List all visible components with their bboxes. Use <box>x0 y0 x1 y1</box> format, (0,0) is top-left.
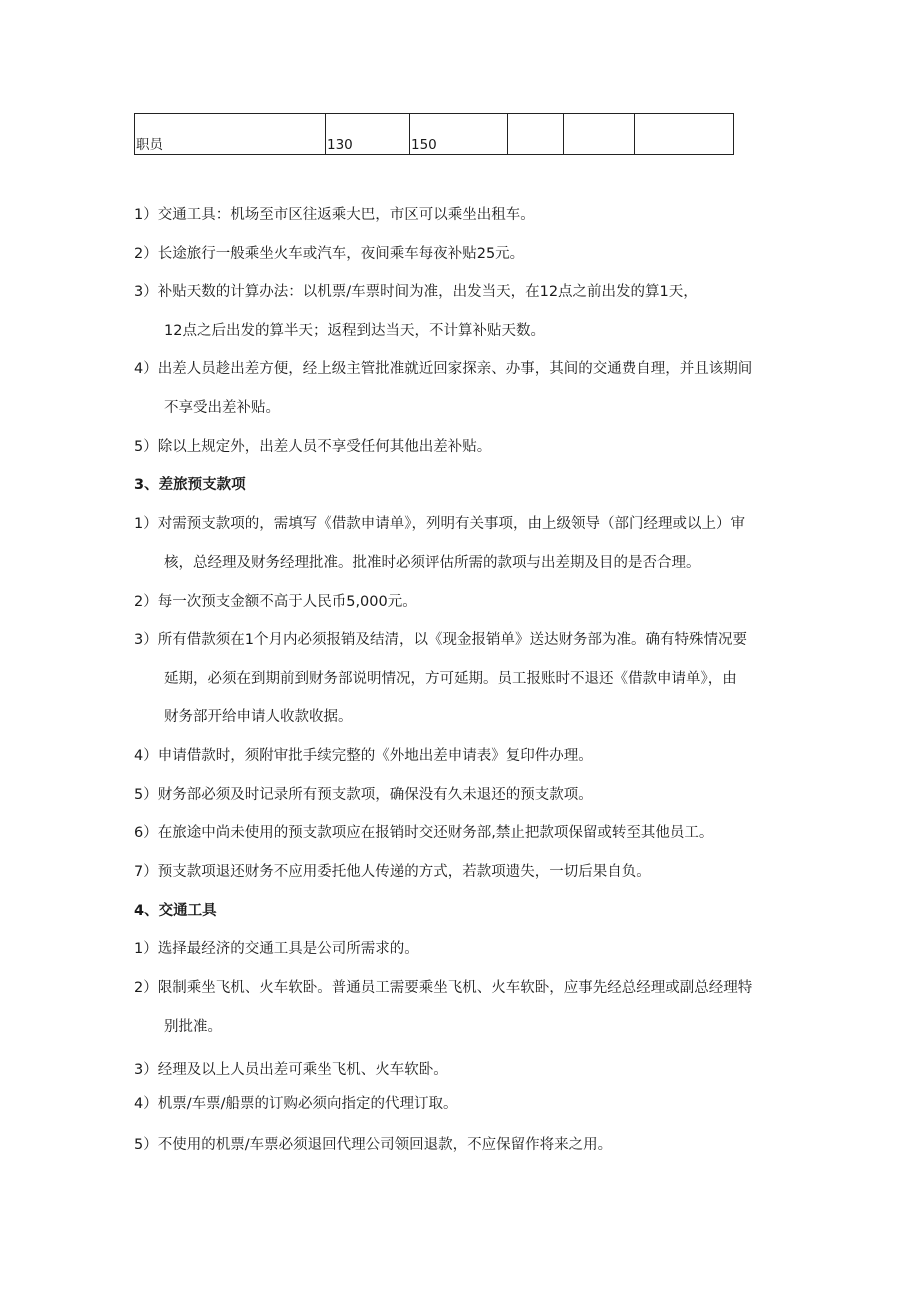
list-item: 6）在旅途中尚未使用的预支款项应在报销时交还财务部,禁止把款项保留或转至其他员工。 <box>134 825 714 841</box>
section-heading: 4、交通工具 <box>134 903 217 919</box>
list-item: 2）限制乘坐飞机、火车软卧。普通员工需要乘坐飞机、火车软卧，应事先经总经理或副总经理特 <box>134 980 753 996</box>
list-item: 5）不使用的机票/车票必须退回代理公司领回退款，不应保留作将来之用。 <box>134 1137 613 1153</box>
list-item-continuation: 不享受出差补贴。 <box>164 400 280 416</box>
list-item: 5）除以上规定外，出差人员不享受任何其他出差补贴。 <box>134 439 492 455</box>
list-item: 3）经理及以上人员出差可乘坐飞机、火车软卧。 <box>134 1062 448 1078</box>
list-item: 3）所有借款须在1个月内必须报销及结清，以《现金报销单》送达财务部为准。确有特殊情况要 <box>134 632 747 648</box>
table-cell-position: 职员 <box>135 114 326 155</box>
list-item-continuation: 别批准。 <box>164 1019 222 1035</box>
list-item: 1）选择最经济的交通工具是公司所需求的。 <box>134 941 419 957</box>
table-cell-empty <box>564 114 635 155</box>
allowance-table <box>134 113 734 155</box>
list-item-continuation: 12点之后出发的算半天；返程到达当天，不计算补贴天数。 <box>164 323 545 339</box>
table-cell-empty <box>635 114 734 155</box>
list-item-continuation: 核，总经理及财务经理批准。批准时必须评估所需的款项与出差期及目的是否合理。 <box>164 555 701 571</box>
list-item: 1）交通工具：机场至市区往返乘大巴，市区可以乘坐出租车。 <box>134 207 535 223</box>
table-cell-value-2: 150 <box>410 114 508 155</box>
list-item: 2）每一次预支金额不高于人民币5,000元。 <box>134 594 417 610</box>
list-item: 1）对需预支款项的，需填写《借款申请单》，列明有关事项，由上级领导（部门经理或以上）审 <box>134 516 745 532</box>
list-item: 4）出差人员趁出差方便，经上级主管批准就近回家探亲、办事，其间的交通费自理，并且该期间 <box>134 361 753 377</box>
list-item: 4）申请借款时，须附审批手续完整的《外地出差申请表》复印件办理。 <box>134 748 593 764</box>
list-item: 5）财务部必须及时记录所有预支款项，确保没有久未退还的预支款项。 <box>134 787 593 803</box>
section-heading: 3、差旅预支款项 <box>134 477 246 493</box>
table-row <box>135 114 734 155</box>
list-item-continuation: 延期，必须在到期前到财务部说明情况，方可延期。员工报账时不退还《借款申请单》，由 <box>164 671 737 687</box>
table-cell-value-1: 130 <box>326 114 410 155</box>
list-item: 2）长途旅行一般乘坐火车或汽车，夜间乘车每夜补贴25元。 <box>134 246 525 262</box>
list-item-continuation: 财务部开给申请人收款收据。 <box>164 709 353 725</box>
list-item: 7）预支款项退还财务不应用委托他人传递的方式，若款项遗失，一切后果自负。 <box>134 864 651 880</box>
table-cell-empty <box>508 114 564 155</box>
list-item: 3）补贴天数的计算办法：以机票/车票时间为准，出发当天，在12点之前出发的算1天， <box>134 284 698 300</box>
list-item: 4）机票/车票/船票的订购必须向指定的代理订取。 <box>134 1096 458 1112</box>
